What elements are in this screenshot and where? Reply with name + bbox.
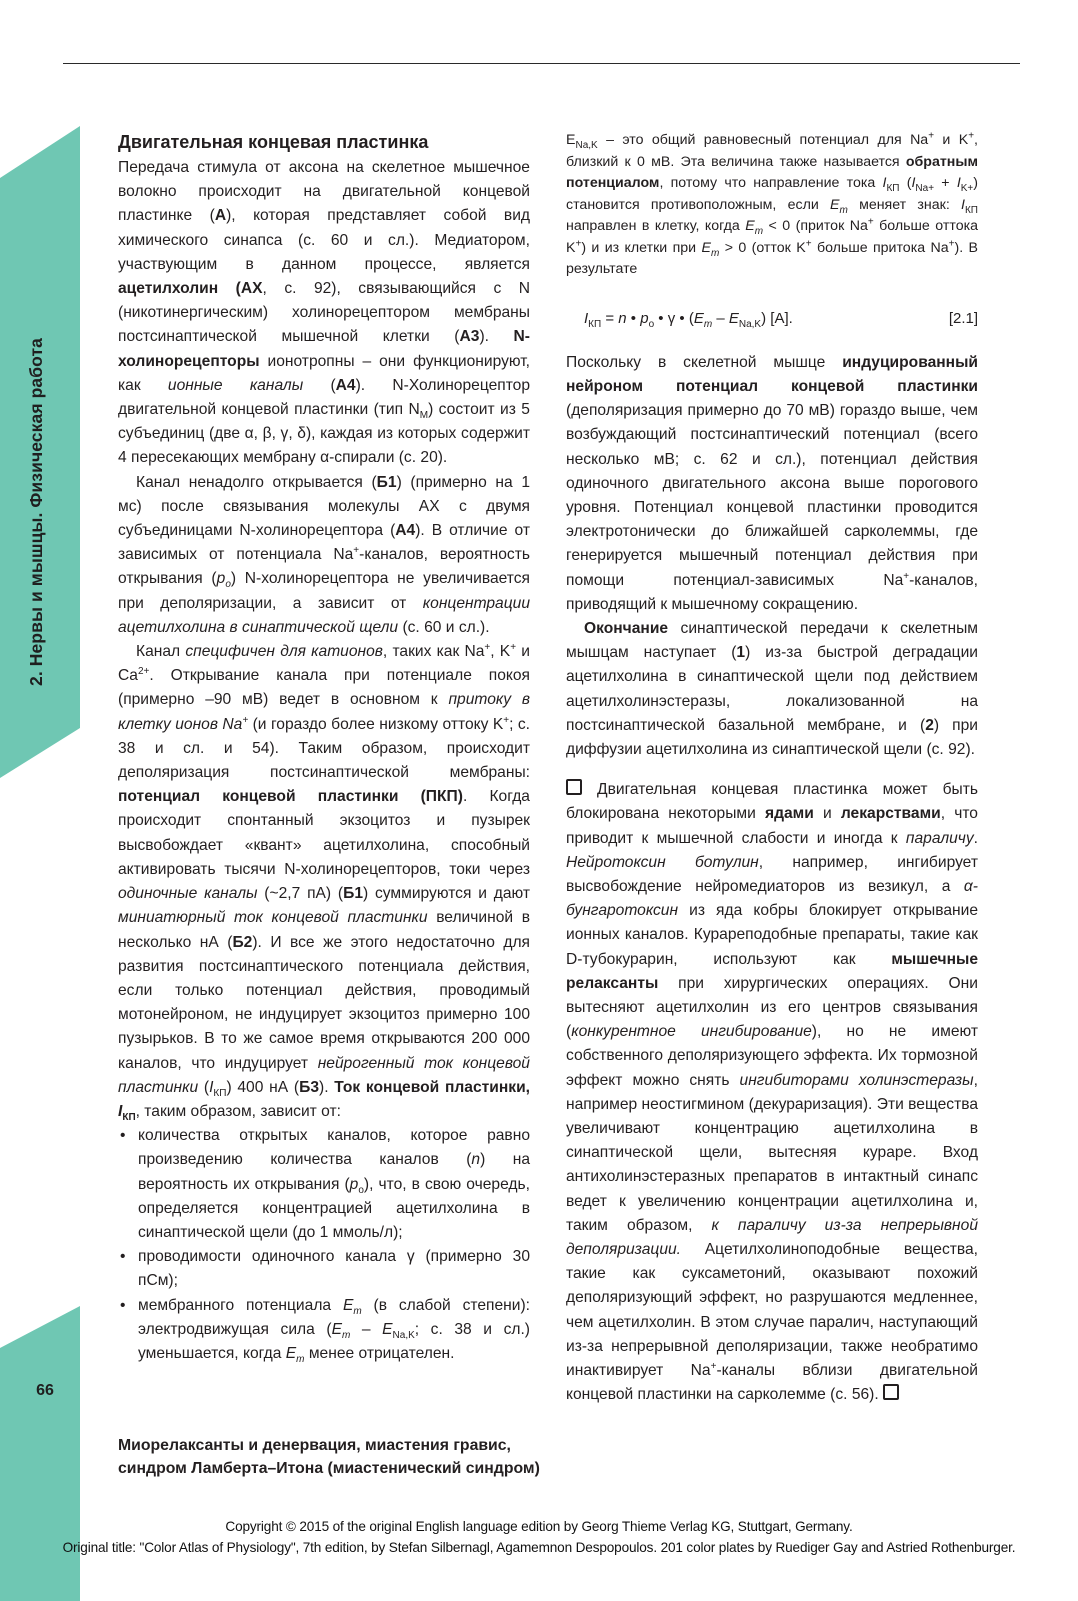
dependency-list xyxy=(118,1124,530,1366)
clinical-note: Двигательная концевая пластинка может быть блокирована некоторыми ядами и лекарствами, что приводит к мышечной слабости и иногда к параличу. Нейротоксин ботулин, например, ингибирует высвобождение нейромедиаторов из везикул, а α-бунгаротоксин из яда кобры блокирует открывание ионных каналов. Курареподобные препараты, такие как D-тубокурарин, используют как мышечные релаксанты при хирургических операциях. Они вытесняют ацетилхолин из его центров связывания (конкурентное ингибирование), но не имеют собственного деполяризующего эффекта. Их тормозной эффект можно снять ингибиторами холинэстеразы, например неостигмином (декураризация). Эти вещества увеличивают концентрацию ацетилхолина в синаптической щели, вытесняя кураре. Вход антихолинэстеразных препаратов в интактный синапс ведет к увеличению концентрации ацетилхолина и, таким образом, к параличу из-за непрерывной деполяризации. Ацетилхолиноподобные вещества, такие как сукcаметоний, оказывают похожий деполяризующий эффект, но разрушаются медленнее, чем ацетилхолин. В этом случае паралич, наступающий из-за непрерывной деполяризации, также необратимо инактивирует Na+-каналы вблизи двигательной концевой пластинки на сарколемме (с. 56). xyxy=(566,781,979,1404)
equation xyxy=(566,307,978,331)
equation-number: [2.1] xyxy=(948,309,978,327)
paragraph: Поскольку в скелетной мышце индуцированный нейроном потенциал концевой пластинки (деполяризация примерно до 70 мВ) гораздо выше, чем возбуждающий постсинаптический потенциал (всего несколько мВ; с. 62 и сл.), потенциал действия одиночного двигательного аксона выше порогового уровня. Потенциал концевой пластинки проводится электротонически до ближайшей сарколеммы, где генерируется мышечный потенциал действия при помощи потенциал-зависимых Na+-каналов, приводящий к мышечному сокращению. xyxy=(566,353,978,613)
list-item: • мембранного потенциала $E_m$ (в слабой степени): электродвижущая сила ($E_m - E_{Na,K}$; с. 38 и сл.) уменьшается, когда $E_m$ менее отрицателен. xyxy=(118,1294,530,1367)
box-start-icon xyxy=(566,779,582,795)
side-tab-shapes xyxy=(0,0,80,1601)
copyright-line: Original title: "Color Atlas of Physiology", 7th edition, by Stefan Silbernagl, Agamemnon Despopoulos. 201 color plates by Ruediger Gay and Astried Rothenburger. xyxy=(62,1540,1016,1555)
paragraph: Передача стимула от аксона на скелетное мышечное волокно происходит на двигательной концевой пластинке (A), которая представляет собой вид химического синапса (с. 60 и сл.). Медиатором, участвующим в данном процессе, является ацетилхолин (АХ, с. 92), связывающийся с N (никотинергическим) холинорецептором мембраны постсинаптической мышечной клетки (A3). N-холинорецепторы ионотропны – они функционируют, как ионные каналы (A4). N-Холинорецептор двигательной концевой пластинки (тип $N_M$) состоит из 5 субъединиц (две α, β, γ, δ), каждая из которых содержит 4 пересекающих мембрану α-спирали (с. 20). xyxy=(118,159,531,467)
top-rule xyxy=(63,63,1020,64)
paragraph: Канал специфичен для катионов, таких как Na+, K+ и $Ca^{2+}$. Открывание канала при потенциале покоя (примерно –90 мВ) ведет в основном к притоку в клетку ионов Na+ (и гораздо более низкому оттоку K+; с. 38 и сл. и 54). Таким образом, происходит деполяризация постсинаптической мембраны: потенциал концевой пластинки (ПКП). Когда происходит спонтанный экзоцитоз и пузырек высвобождает «квант» ацетилхолина, способный активировать тысячи N-холинорецепторов, токи через одиночные каналы (~2,7 пА) (Б1) суммируются и дают миниатюрный ток концевой пластинки величиной в несколько нА (Б2). И все же этого недостаточно для развития постсинаптического потенциала действия, если только потенциал действия, проводимый мотонейроном, не индуцирует экзоцитоз примерно 100 пузырьков. В то же самое время открываются 200 000 каналов, что индуцирует нейрогенный ток концевой пластинки $(I_{КП})$ 400 нА (Б3). Ток концевой пластинки, $I_{КП}$, таким образом, зависит от: xyxy=(118,641,531,1124)
chapter-title: 2. Нервы и мышцы. Физическая работа xyxy=(25,338,46,687)
paragraph: $E_{Na,K}$ – это общий равновесный потенциал для Na+ и K+, близкий к 0 мВ. Эта величина также называется обратным потенциалом, потому что направление тока $I_{КП}$ $(I_{Na+} + I_{K+})$ становится противоположным, если $E_m$ меняет знак: $I_{КП}$ направлен в клетку, когда $E_m < 0$ (приток Na+ больше оттока K+) и из клетки при $E_m > 0$ (отток K+ больше притока Na+). В результате xyxy=(566,130,979,277)
chapter-side-tab xyxy=(0,0,80,1601)
list-item: • проводимости одиночного канала γ (примерно 30 пСм); xyxy=(118,1245,530,1293)
figure-heading-line: Миорелаксанты и денервация, миастения гравис, xyxy=(118,1437,511,1454)
equation-body: $I_{КП} = n$ • $p_o$ • γ • $(E_m - E_{Na,K})$ [A]. xyxy=(584,309,793,330)
copyright-notice xyxy=(0,1516,1078,1558)
paragraph: Канал ненадолго открывается (Б1) (примерно на 1 мс) после связывания молекулы АХ с двумя субъединицами N-холинорецептора (A4). В отличие от зависимых от потенциала Na+-каналов, вероятность открывания $(p_o)$ N-холинорецептора не увеличивается при деполяризации, а зависит от концентрации ацетилхолина в синаптической щели (с. 60 и сл.). xyxy=(118,473,531,636)
figure-heading xyxy=(118,1434,718,1480)
list-item: • количества открытых каналов, которое равно произведению количества каналов (n) на вероятность их открывания $(p_o)$, что, в свою очередь, определяется концентрацией ацетилхолина в синаптической щели (до 1 ммоль/л); xyxy=(118,1124,530,1245)
left-column xyxy=(118,130,530,1366)
copyright-line: Copyright © 2015 of the original English language edition by Georg Thieme Verlag KG, Stuttgart, Germany. xyxy=(225,1519,853,1534)
section-heading: Двигательная концевая пластинка xyxy=(118,132,429,152)
box-end-icon xyxy=(883,1384,899,1400)
right-column xyxy=(566,130,978,1407)
paragraph: Окончание синаптической передачи к скелетным мышцам наступает (1) из-за быстрой деградации ацетилхолина в синаптической щели под действием ацетилхолинэстеразы, локализованной на постсинаптической базальной мембране, и (2) при диффузии ацетилхолина из синаптической щели (с. 92). xyxy=(566,619,978,758)
page-number: 66 xyxy=(36,1382,54,1399)
figure-heading-line: синдром Ламберта–Итона (миастенический синдром) xyxy=(118,1460,540,1477)
